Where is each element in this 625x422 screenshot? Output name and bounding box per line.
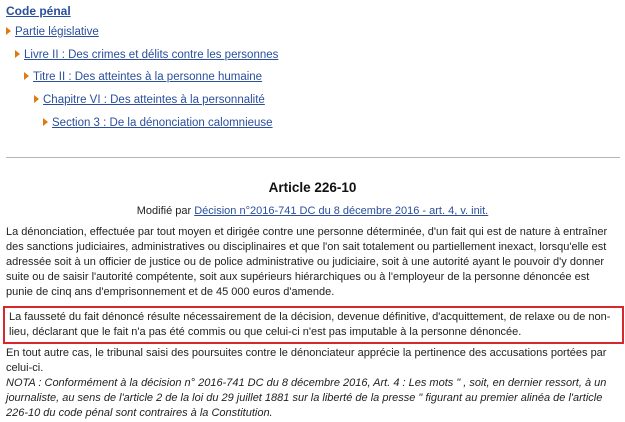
arrow-right-icon xyxy=(43,118,48,126)
breadcrumb-item-chapitre xyxy=(34,93,265,107)
modification-decision-link[interactable]: Décision n°2016-741 DC du 8 décembre 2016 - art. 4, v. init. xyxy=(194,205,489,217)
breadcrumb-item-section xyxy=(43,116,273,130)
breadcrumb-link-section[interactable]: Section 3 : De la dénonciation calomnieuse xyxy=(52,117,273,129)
arrow-right-icon xyxy=(34,95,39,103)
breadcrumb-link-partie[interactable]: Partie législative xyxy=(15,26,99,38)
modification-note xyxy=(0,204,625,218)
modified-prefix: Modifié par xyxy=(136,205,195,217)
arrow-right-icon xyxy=(24,72,29,80)
breadcrumb-link-chapitre[interactable]: Chapitre VI : Des atteintes à la personnalité xyxy=(43,94,265,106)
breadcrumb-link-titre[interactable]: Titre II : Des atteintes à la personne humaine xyxy=(33,71,263,83)
breadcrumb-item-livre xyxy=(15,48,278,62)
article-paragraph-2-highlighted: La fausseté du fait dénoncé résulte nécessairement de la décision, devenue définitive, d'acquittement, de relaxe ou de non-lieu, déclarant que le fait n'a pas été commis ou que celui-ci n'est pas imputable à la personne dénoncée. xyxy=(3,306,624,344)
breadcrumb-item-partie xyxy=(6,25,99,39)
arrow-right-icon xyxy=(6,27,11,35)
section-divider xyxy=(6,157,620,158)
breadcrumb-root xyxy=(6,4,71,18)
article-paragraph-1: La dénonciation, effectuée par tout moyen et dirigée contre une personne déterminée, d'un fait qui est de nature à entraîner des sanctions judiciaires, administratives ou disciplinaires et que l'on sait totalement ou partiellement inexact, lorsqu'elle est adressée soit à un officier de justice ou de police administrative ou judiciaire, soit à une autorité ayant le pouvoir d'y donner suite ou de saisir l'autorité compétente, soit aux supérieurs hiérarchiques ou à l'employeur de la personne dénoncée est punie de cinq ans d'emprisonnement et de 45 000 euros d'amende. xyxy=(6,226,608,298)
breadcrumb-link-livre[interactable]: Livre II : Des crimes et délits contre les personnes xyxy=(24,49,279,61)
article-title: Article 226-10 xyxy=(268,180,357,195)
article-paragraph-3: En tout autre cas, le tribunal saisi des poursuites contre le dénonciateur apprécie la pertinence des accusations portées par celui-ci. xyxy=(6,347,607,374)
article-nota: NOTA : Conformément à la décision n° 2016-741 DC du 8 décembre 2016, Art. 4 : Les mots " , soit, en dernier ressort, à un journaliste, au sens de l'article 2 de la loi du 29 juillet 1881 sur la liberté de la presse " figurant au premier alinéa de l'article 226-10 du code pénal sont contraires à la Constitution. xyxy=(6,377,607,419)
breadcrumb-item-titre xyxy=(24,70,262,84)
breadcrumb-link-code-penal[interactable]: Code pénal xyxy=(6,4,71,18)
arrow-right-icon xyxy=(15,50,20,58)
